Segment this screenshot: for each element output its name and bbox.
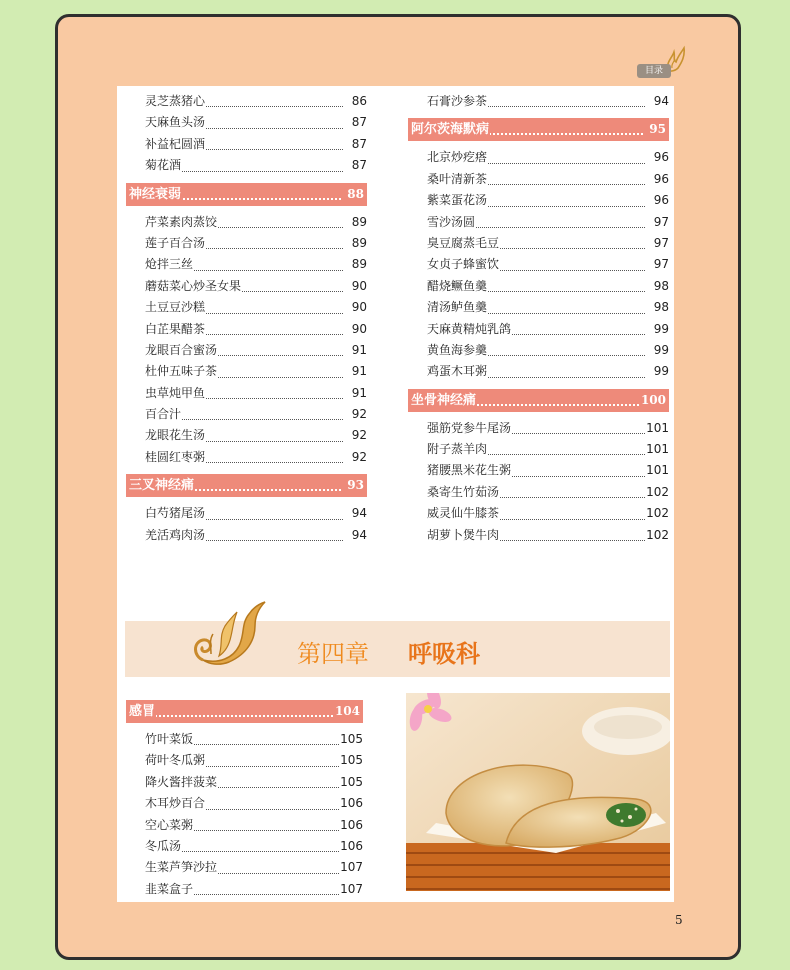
toc-page-number: 94: [351, 503, 367, 524]
toc-entry-title: 三叉神经痛: [129, 478, 195, 494]
toc-page-number: 94: [351, 525, 367, 546]
toc-entry-title: 猪腰黑米花生粥: [427, 463, 512, 478]
toc-entry-title: 清汤鲈鱼羹: [427, 300, 488, 315]
toc-page-number: 96: [653, 190, 669, 211]
toc-entry-title: 莲子百合汤: [145, 235, 206, 250]
toc-entry-title: 冬瓜汤: [145, 838, 182, 853]
toc-page-number: 101: [645, 439, 669, 460]
toc-page-number: 89: [351, 233, 367, 254]
toc-page-number: 96: [653, 169, 669, 190]
toc-entry-title: 竹叶菜饭: [145, 732, 194, 746]
toc-page-number: 86: [351, 91, 367, 112]
toc-entry-title: 菊花酒: [145, 158, 182, 173]
toc-page-number: 105: [339, 750, 363, 771]
toc-entry: [126, 503, 367, 524]
toc-section-header: [126, 183, 367, 206]
toc-entry: [126, 276, 367, 297]
toc-page-number: 92: [351, 425, 367, 446]
toc-entry-title: 女贞子蜂蜜饮: [427, 257, 500, 272]
toc-page-number: 87: [351, 134, 367, 155]
page-number: 5: [675, 913, 683, 927]
toc-entry: [408, 91, 669, 112]
toc-entry-title: 蘑菇菜心炒圣女果: [145, 278, 242, 293]
toc-bottom-column: [126, 694, 363, 900]
toc-section-header: [126, 474, 367, 497]
toc-entry: [126, 525, 367, 546]
toc-page-number: 90: [351, 297, 367, 318]
toc-page-number: 107: [339, 879, 363, 900]
toc-entry: [408, 439, 669, 460]
chapter-title: 呼吸科: [408, 640, 480, 668]
toc-page-number: 87: [351, 112, 367, 133]
toc-page-number: 94: [653, 91, 669, 112]
toc-entry: [126, 91, 367, 112]
toc-entry-title: 杜仲五味子茶: [145, 364, 218, 379]
toc-page-number: 89: [351, 212, 367, 233]
toc-entry: [126, 447, 367, 468]
toc-entry-title: 天麻黄精炖乳鸽: [427, 321, 512, 336]
toc-entry-title: 鸡蛋木耳粥: [427, 364, 488, 379]
toc-page-number: 96: [653, 147, 669, 168]
toc-page-number: 107: [339, 857, 363, 878]
toc-entry: [408, 147, 669, 168]
toc-entry-title: 白芍猪尾汤: [145, 506, 206, 521]
toc-entry: [408, 482, 669, 503]
toc-entry-title: 黄鱼海参羹: [427, 342, 488, 357]
toc-entry-title: 虫草炖甲鱼: [145, 385, 206, 400]
toc-page-number: 104: [334, 700, 360, 723]
toc-entry: [408, 190, 669, 211]
toc-page-number: 101: [645, 418, 669, 439]
toc-page-number: 101: [645, 460, 669, 481]
toc-entry-title: 羌活鸡肉汤: [145, 527, 206, 542]
toc-entry: [126, 836, 363, 857]
toc-entry: [126, 383, 367, 404]
toc-page-number: 97: [653, 212, 669, 233]
toc-entry-title: 土豆豆沙糕: [145, 300, 206, 315]
toc-entry-title: 桑寄生竹茹汤: [427, 484, 500, 499]
toc-entry-title: 韭菜盒子: [145, 881, 194, 896]
toc-page-number: 87: [351, 155, 367, 176]
toc-entry-title: 木耳炒百合: [145, 796, 206, 811]
toc-page-number: 91: [351, 383, 367, 404]
chapter-number: 第四章: [297, 640, 369, 668]
toc-entry: [126, 340, 367, 361]
toc-entry-title: 桂圆红枣粥: [145, 449, 206, 464]
toc-entry-title: 阿尔茨海默病: [411, 122, 490, 138]
toc-entry: [408, 169, 669, 190]
toc-entry-title: 荷叶冬瓜粥: [145, 753, 206, 768]
toc-entry: [408, 319, 669, 340]
toc-entry-title: 空心菜粥: [145, 817, 194, 832]
toc-page-number: 98: [653, 276, 669, 297]
toc-entry-title: 紫菜蛋花汤: [427, 193, 488, 208]
toc-page-number: 90: [351, 276, 367, 297]
toc-page-number: 102: [645, 503, 669, 524]
toc-entry: [126, 793, 363, 814]
toc-entry: [126, 254, 367, 275]
toc-entry: [126, 233, 367, 254]
toc-page-number: 90: [351, 319, 367, 340]
toc-entry-title: 白芷果醋茶: [145, 321, 206, 336]
toc-entry: [408, 212, 669, 233]
toc-page-number: 99: [653, 319, 669, 340]
toc-entry-title: 雪沙汤圆: [427, 214, 476, 229]
toc-entry-title: 天麻鱼头汤: [145, 115, 206, 130]
toc-page-number: 97: [653, 254, 669, 275]
toc-page-number: 106: [339, 836, 363, 857]
toc-entry: [126, 879, 363, 900]
toc-page-number: 91: [351, 361, 367, 382]
toc-entry-title: 坐骨神经痛: [411, 392, 477, 408]
toc-entry: [126, 772, 363, 793]
toc-left-column: [126, 91, 367, 546]
toc-page-number: 106: [339, 793, 363, 814]
toc-entry-title: 百合汁: [145, 407, 182, 422]
toc-entry-title: 龙眼百合蜜汤: [145, 342, 218, 357]
toc-entry-title: 北京炒疙瘩: [427, 150, 488, 165]
toc-page-number: 89: [351, 254, 367, 275]
toc-page-number: 95: [648, 118, 666, 141]
toc-entry: [126, 425, 367, 446]
toc-page-number: 100: [640, 389, 666, 412]
toc-entry: [408, 460, 669, 481]
toc-entry-title: 石膏沙参茶: [427, 94, 488, 108]
toc-entry: [408, 503, 669, 524]
toc-entry: [408, 254, 669, 275]
toc-entry: [126, 815, 363, 836]
toc-entry: [408, 361, 669, 382]
toc-entry-title: 威灵仙牛膝茶: [427, 506, 500, 521]
toc-section-header: [408, 389, 669, 412]
toc-badge: 目录: [637, 64, 671, 78]
toc-entry-title: 灵芝蒸猪心: [145, 94, 206, 108]
toc-entry-title: 强筋党参牛尾汤: [427, 420, 512, 435]
toc-page-number: 92: [351, 447, 367, 468]
toc-entry: [408, 276, 669, 297]
toc-entry: [408, 525, 669, 546]
toc-section-header: [408, 118, 669, 141]
toc-entry: [126, 361, 367, 382]
toc-page-number: 105: [339, 772, 363, 793]
toc-entry-title: 龙眼花生汤: [145, 428, 206, 443]
toc-page-number: 88: [346, 183, 364, 206]
toc-section-header: [126, 700, 363, 723]
dumpling-photo: [406, 693, 670, 891]
toc-entry-title: 臭豆腐蒸毛豆: [427, 235, 500, 250]
toc-entry-title: 芹菜素肉蒸饺: [145, 214, 218, 229]
toc-entry-title: 降火酱拌菠菜: [145, 774, 218, 789]
toc-entry: [126, 297, 367, 318]
toc-entry: [126, 134, 367, 155]
toc-right-column: [408, 91, 669, 546]
toc-entry-title: 桑叶清新茶: [427, 171, 488, 186]
toc-entry: [408, 233, 669, 254]
toc-entry: [126, 857, 363, 878]
toc-entry: [408, 340, 669, 361]
toc-entry-title: 胡萝卜煲牛肉: [427, 527, 500, 542]
leader-dots: [132, 715, 337, 717]
toc-entry-title: 附子蒸羊肉: [427, 442, 488, 457]
toc-page-number: 99: [653, 361, 669, 382]
toc-page-number: 105: [339, 729, 363, 750]
toc-page-number: 93: [346, 474, 364, 497]
toc-entry: [408, 297, 669, 318]
toc-page-number: 99: [653, 340, 669, 361]
toc-entry-title: 生菜芦笋沙拉: [145, 860, 218, 875]
toc-entry: [126, 112, 367, 133]
toc-page-number: 102: [645, 525, 669, 546]
toc-entry-title: 补益杞圆酒: [145, 136, 206, 151]
toc-entry-title: 感冒: [129, 704, 156, 719]
toc-entry: [126, 319, 367, 340]
toc-entry-title: 神经衰弱: [129, 186, 182, 202]
toc-entry: [126, 750, 363, 771]
toc-entry: [126, 212, 367, 233]
toc-entry-title: 炝拌三丝: [145, 257, 194, 272]
toc-page-number: 102: [645, 482, 669, 503]
flame-ornament-icon: [189, 596, 269, 668]
toc-entry-title: 醋烧鳜鱼羹: [427, 278, 488, 293]
toc-entry: [126, 729, 363, 750]
toc-page-number: 92: [351, 404, 367, 425]
toc-page-number: 91: [351, 340, 367, 361]
toc-page-number: 98: [653, 297, 669, 318]
toc-page-number: 97: [653, 233, 669, 254]
toc-entry: [408, 418, 669, 439]
toc-page-number: 106: [339, 815, 363, 836]
toc-entry: [126, 155, 367, 176]
toc-entry: [126, 404, 367, 425]
